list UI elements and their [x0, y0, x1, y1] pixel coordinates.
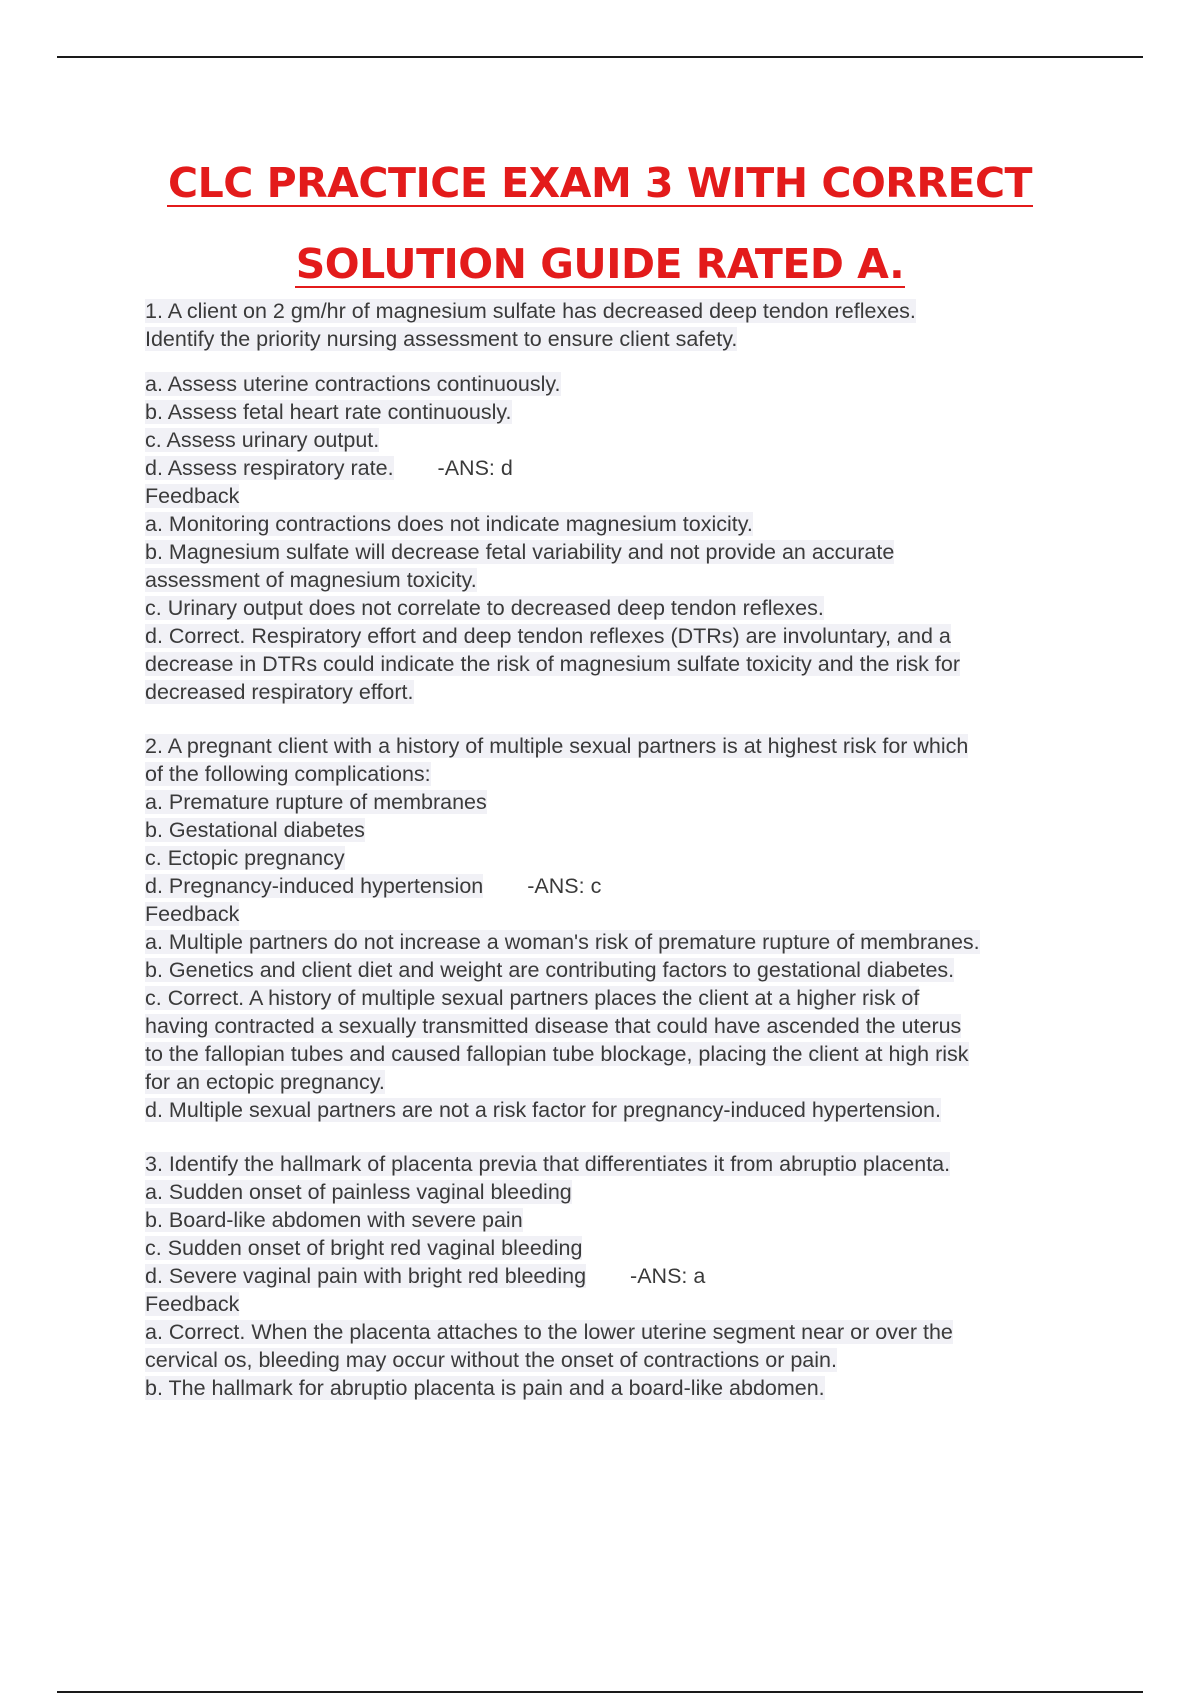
question-stem: Identify the priority nursing assessment to ensure client safety. [145, 327, 738, 351]
answer-option: d. Severe vaginal pain with bright red bleeding -ANS: a [145, 1264, 706, 1288]
question-1 [145, 297, 1090, 706]
answer-option: a. Sudden onset of painless vaginal bleeding [145, 1180, 572, 1204]
feedback-line: c. Correct. A history of multiple sexual partners places the client at a higher risk of [145, 986, 920, 1010]
bottom-rule [57, 1691, 1143, 1693]
feedback-line: b. Genetics and client diet and weight are contributing factors to gestational diabetes. [145, 958, 955, 982]
question-3 [145, 1150, 1090, 1402]
answer-option: a. Premature rupture of membranes [145, 790, 487, 814]
answer-option: b. Assess fetal heart rate continuously. [145, 400, 512, 424]
question-stem: of the following complications: [145, 762, 431, 786]
answer-option: c. Ectopic pregnancy [145, 846, 345, 870]
answer-option: b. Gestational diabetes [145, 818, 365, 842]
document-body [145, 297, 1090, 1402]
feedback-line: assessment of magnesium toxicity. [145, 568, 477, 592]
answer-option: d. Assess respiratory rate. -ANS: d [145, 456, 513, 480]
feedback-line: c. Urinary output does not correlate to decreased deep tendon reflexes. [145, 596, 824, 620]
feedback-line: b. Magnesium sulfate will decrease fetal variability and not provide an accurate [145, 540, 895, 564]
feedback-line: d. Correct. Respiratory effort and deep tendon reflexes (DTRs) are involuntary, and a [145, 624, 951, 648]
answer-key: -ANS: c [527, 874, 602, 898]
feedback-label: Feedback [145, 902, 240, 926]
answer-key: -ANS: d [437, 456, 513, 480]
feedback-line: decrease in DTRs could indicate the risk of magnesium sulfate toxicity and the risk for [145, 652, 960, 676]
feedback-line: b. The hallmark for abruptio placenta is pain and a board-like abdomen. [145, 1376, 825, 1400]
answer-option: b. Board-like abdomen with severe pain [145, 1208, 523, 1232]
answer-option: c. Assess urinary output. [145, 428, 380, 452]
title-line-1: CLC PRACTICE EXAM 3 WITH CORRECT [167, 159, 1033, 207]
title-line-2: SOLUTION GUIDE RATED A. [295, 240, 905, 288]
question-stem: 1. A client on 2 gm/hr of magnesium sulfate has decreased deep tendon reflexes. [145, 299, 916, 323]
top-rule [57, 56, 1143, 58]
question-2 [145, 732, 1090, 1124]
answer-option: a. Assess uterine contractions continuously. [145, 372, 561, 396]
feedback-label: Feedback [145, 484, 240, 508]
answer-option: c. Sudden onset of bright red vaginal bleeding [145, 1236, 583, 1260]
feedback-label: Feedback [145, 1292, 240, 1316]
feedback-line: to the fallopian tubes and caused fallopian tube blockage, placing the client at high risk [145, 1042, 969, 1066]
feedback-line: a. Correct. When the placenta attaches to the lower uterine segment near or over the [145, 1320, 953, 1344]
question-stem: 2. A pregnant client with a history of multiple sexual partners is at highest risk for which [145, 734, 969, 758]
question-stem: 3. Identify the hallmark of placenta previa that differentiates it from abruptio placenta. [145, 1152, 951, 1176]
feedback-line: a. Multiple partners do not increase a woman's risk of premature rupture of membranes. [145, 930, 980, 954]
feedback-line: cervical os, bleeding may occur without the onset of contractions or pain. [145, 1348, 837, 1372]
answer-option: d. Pregnancy-induced hypertension -ANS: c [145, 874, 602, 898]
answer-key: -ANS: a [630, 1264, 706, 1288]
feedback-line: having contracted a sexually transmitted disease that could have ascended the uterus [145, 1014, 962, 1038]
feedback-line: for an ectopic pregnancy. [145, 1070, 385, 1094]
document-title [0, 148, 1200, 308]
feedback-line: d. Multiple sexual partners are not a risk factor for pregnancy-induced hypertension. [145, 1098, 941, 1122]
feedback-line: a. Monitoring contractions does not indicate magnesium toxicity. [145, 512, 753, 536]
feedback-line: decreased respiratory effort. [145, 680, 414, 704]
